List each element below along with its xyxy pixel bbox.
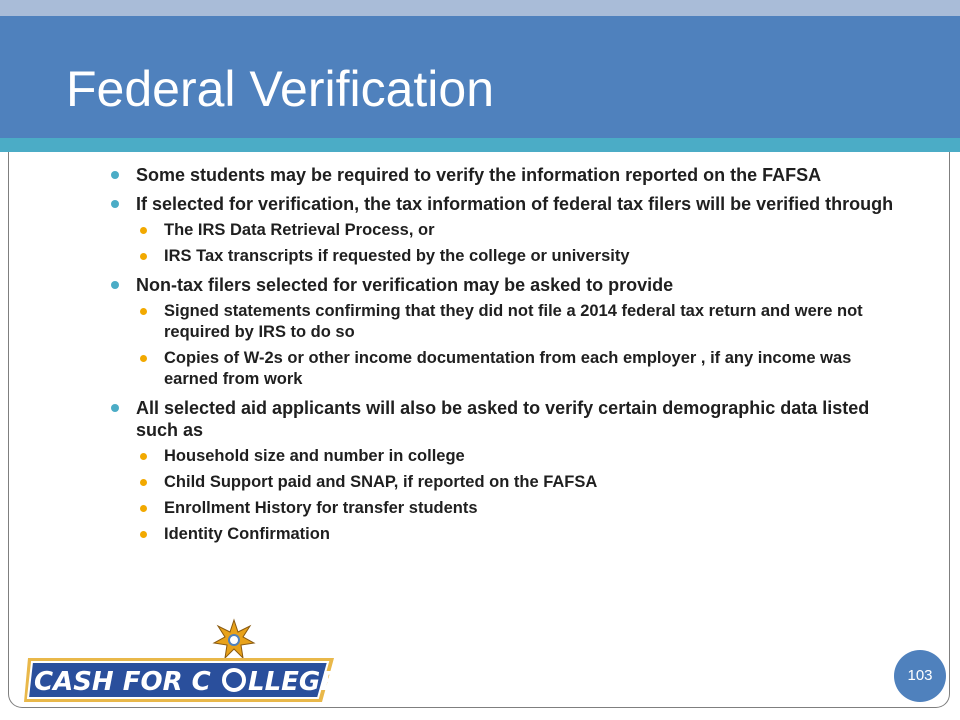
sub-bullet-list	[136, 301, 898, 390]
sub-bullet-text: The IRS Data Retrieval Process, or	[164, 221, 435, 239]
sub-bullet-item	[136, 348, 898, 390]
title-underline	[0, 138, 960, 152]
sub-bullet-text: Enrollment History for transfer students	[164, 499, 478, 517]
sub-bullet-dot-icon	[140, 308, 147, 315]
sub-bullet-list	[136, 220, 898, 267]
sub-bullet-item	[136, 220, 898, 241]
sub-bullet-item	[136, 472, 898, 493]
logo-text-left: CASH FOR C	[34, 667, 211, 697]
sub-bullet-item	[136, 246, 898, 267]
cash-for-college-logo	[22, 618, 342, 710]
sub-bullet-text: Child Support paid and SNAP, if reported on the FAFSA	[164, 473, 598, 491]
sub-bullet-text: Identity Confirmation	[164, 525, 330, 543]
bullet-dot-icon	[111, 404, 119, 412]
slide-number-badge: 103	[894, 650, 946, 702]
bullet-dot-icon	[111, 200, 119, 208]
sub-bullet-text: Household size and number in college	[164, 447, 465, 465]
bullet-item	[108, 164, 898, 186]
sub-bullet-item	[136, 301, 898, 343]
sub-bullet-dot-icon	[140, 505, 147, 512]
star-icon	[214, 620, 254, 658]
sub-bullet-text: Copies of W-2s or other income documentation from each employer , if any income was earned from work	[164, 349, 852, 388]
bullet-list	[108, 164, 898, 552]
sub-bullet-text: IRS Tax transcripts if requested by the college or university	[164, 247, 630, 265]
sub-bullet-dot-icon	[140, 531, 147, 538]
sub-bullet-text: Signed statements confirming that they did not file a 2014 federal tax return and were not required by IRS to do so	[164, 302, 863, 341]
sub-bullet-item	[136, 498, 898, 519]
bullet-text: All selected aid applicants will also be asked to verify certain demographic data listed such as	[136, 398, 870, 440]
bullet-text: Some students may be required to verify the information reported on the FAFSA	[136, 165, 822, 185]
sub-bullet-dot-icon	[140, 227, 147, 234]
sub-bullet-list	[136, 446, 898, 545]
slide-title: Federal Verification	[66, 61, 495, 117]
sub-bullet-dot-icon	[140, 453, 147, 460]
bullet-item	[108, 274, 898, 390]
top-strip	[0, 0, 960, 16]
bullet-item	[108, 193, 898, 267]
bullet-dot-icon	[111, 281, 119, 289]
sub-bullet-item	[136, 524, 898, 545]
sub-bullet-dot-icon	[140, 355, 147, 362]
bullet-text: Non-tax filers selected for verification may be asked to provide	[136, 275, 674, 295]
bullet-item	[108, 397, 898, 545]
sub-bullet-item	[136, 446, 898, 467]
logo-text-right: LLEGE	[248, 667, 338, 697]
sub-bullet-dot-icon	[140, 253, 147, 260]
sub-bullet-dot-icon	[140, 479, 147, 486]
bullet-dot-icon	[111, 171, 119, 179]
bullet-text: If selected for verification, the tax information of federal tax filers will be verified through	[136, 194, 894, 214]
